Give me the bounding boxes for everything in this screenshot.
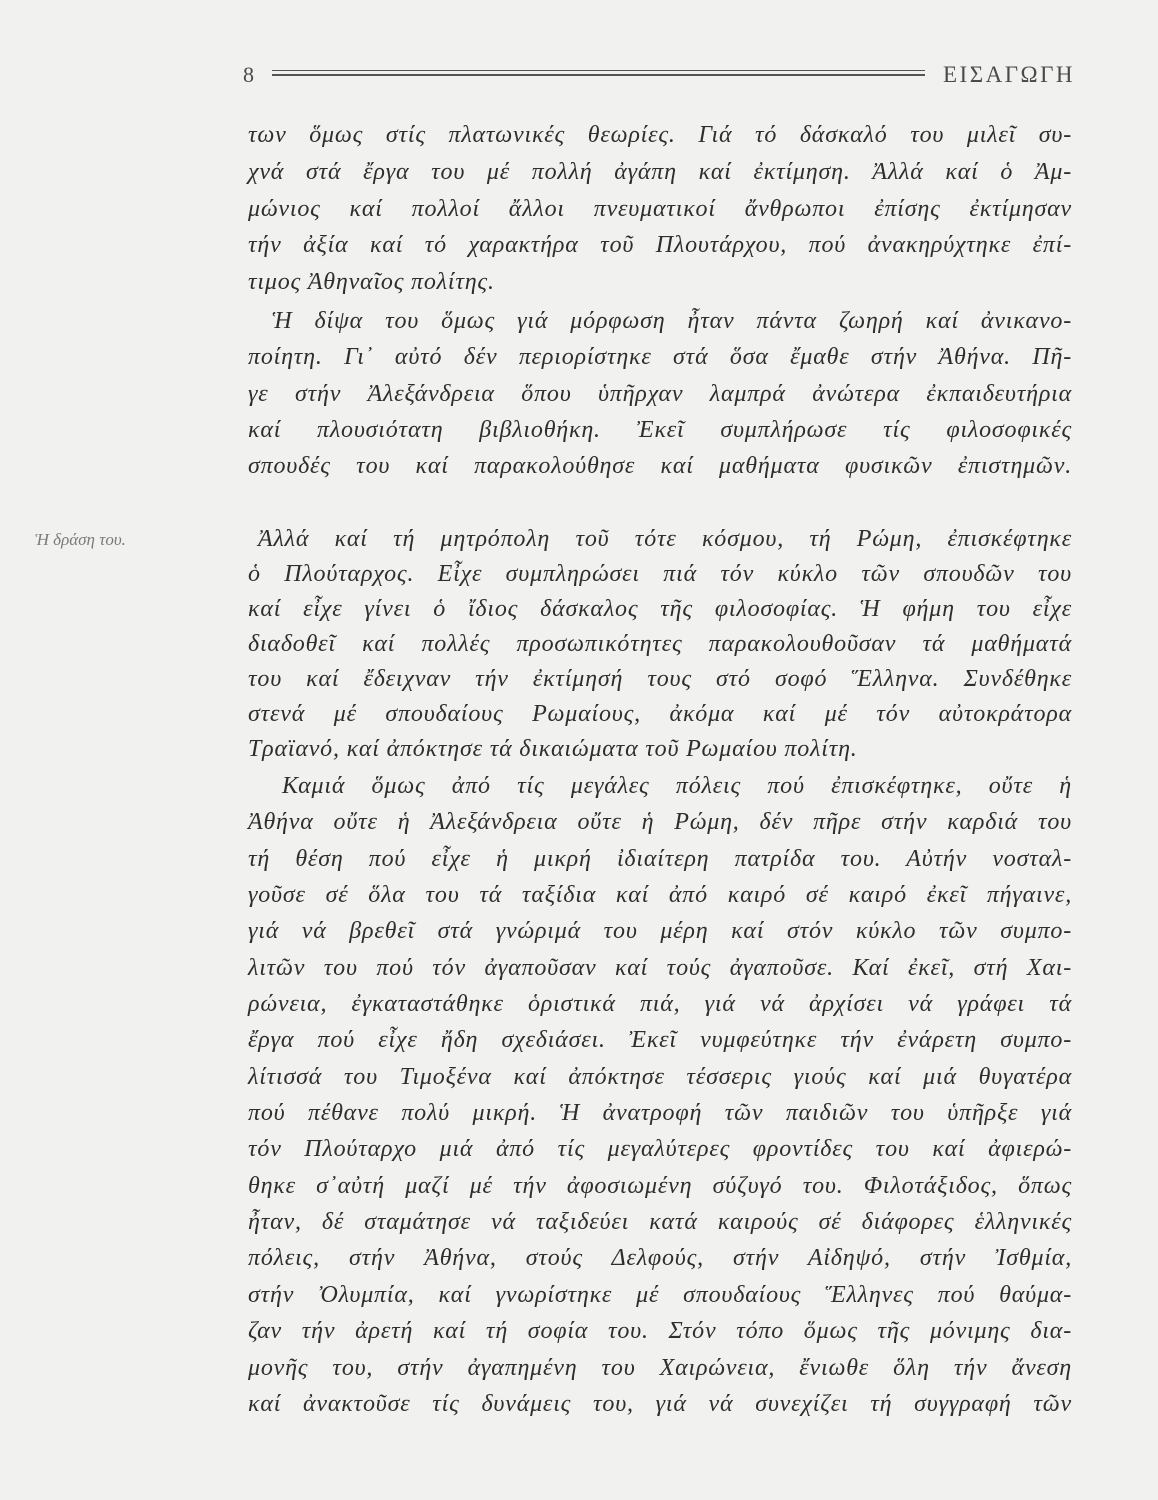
paragraph (248, 768, 1072, 1422)
text-line: του καί ἔδειχναν τήν ἐκτίμησή τους στό σοφό Ἕλληνα. Συνδέθηκε (248, 666, 1072, 692)
text-line: γοῦσε σέ ὅλα του τά ταξίδια καί ἀπό καιρό σέ καιρό ἐκεῖ πήγαινε, (248, 882, 1072, 909)
text-line: πού πέθανε πολύ μικρή. Ἡ ἀνατροφή τῶν παιδιῶν του ὑπῆρξε γιά (248, 1100, 1072, 1127)
text-line: καί εἶχε γίνει ὁ ἴδιος δάσκαλος τῆς φιλοσοφίας. Ἡ φήμη του εἶχε (248, 596, 1072, 622)
text-line: θηκε σ᾿αὐτή μαζί μέ τήν ἀφοσιωμένη σύζυγό του. Φιλοτάξιδος, ὅπως (248, 1172, 1072, 1199)
text-line: διαδοθεῖ καί πολλές προσωπικότητες παρακολουθοῦσαν τά μαθήματά (248, 631, 1072, 657)
page-number: 8 (243, 62, 254, 87)
header-double-rule (272, 70, 925, 76)
text-line: Καμιά ὅμως ἀπό τίς μεγάλες πόλεις πού ἐπισκέφτηκε, οὔτε ἡ (282, 773, 1072, 799)
text-line: Ἡ δίψα του ὅμως γιά μόρφωση ἦταν πάντα ζωηρή καί ἀνικανο- (272, 308, 1072, 334)
text-line: γιά νά βρεθεῖ στά γνώριμά του μέρη καί στόν κύκλο τῶν συμπο- (248, 918, 1072, 945)
text-line: καί ἀνακτοῦσε τίς δυνάμεις του, γιά νά συνεχίζει τή συγγραφή τῶν (248, 1390, 1072, 1417)
text-line: Ἀλλά καί τή μητρόπολη τοῦ τότε κόσμου, τή Ρώμη, ἐπισκέφτηκε (258, 526, 1072, 552)
text-line: τή θέση πού εἶχε ἡ μικρή ἰδιαίτερη πατρίδα του. Αὐτήν νοσταλ- (248, 845, 1072, 872)
text-line: ἔργα πού εἶχε ἤδη σχεδιάσει. Ἐκεῖ νυμφεύτηκε τήν ἐνάρετη συμπο- (248, 1027, 1072, 1054)
text-line: ποίητη. Γι᾿ αὐτό δέν περιορίστηκε στά ὅσα ἔμαθε στήν Ἀθήνα. Πῆ- (248, 344, 1072, 371)
text-line: τόν Πλούταρχο μιά ἀπό τίς μεγαλύτερες φροντίδες του καί ἀφιερώ- (248, 1136, 1072, 1163)
text-line: ἦταν, δέ σταμάτησε νά ταξιδεύει κατά καιρούς σέ διάφορες ἑλληνικές (248, 1209, 1072, 1236)
paragraph (248, 522, 1072, 767)
text-line: λιτῶν του πού τόν ἀγαποῦσαν καί τούς ἀγαποῦσε. Καί ἐκεῖ, στή Χαι- (248, 954, 1072, 981)
paragraph (248, 303, 1072, 484)
text-line: πόλεις, στήν Ἀθήνα, στούς Δελφούς, στήν Αἰδηψό, στήν Ἰσθμία, (248, 1245, 1072, 1272)
text-line: Τραϊανό, καί ἀπόκτησε τά δικαιώματα τοῦ Ρωμαίου πολίτη. (248, 736, 858, 762)
text-line: μονῆς του, στήν ἀγαπημένη του Χαιρώνεια, ἔνιωθε ὅλη τήν ἄνεση (248, 1354, 1072, 1381)
margin-note: Ἡ δράση του. (35, 530, 126, 549)
text-line: Ἀθήνα οὔτε ἡ Ἀλεξάνδρεια οὔτε ἡ Ρώμη, δέν πῆρε στήν καρδιά του (248, 809, 1072, 836)
text-line: μώνιος καί πολλοί ἄλλοι πνευματικοί ἄνθρωποι ἐπίσης ἐκτίμησαν (248, 195, 1072, 222)
paragraph (248, 117, 1072, 301)
text-line: γε στήν Ἀλεξάνδρεια ὅπου ὑπῆρχαν λαμπρά ἀνώτερα ἐκπαιδευτήρια (248, 380, 1072, 407)
text-line: ζαν τήν ἀρετή καί τή σοφία του. Στόν τόπο ὅμως τῆς μόνιμης δια- (248, 1318, 1072, 1345)
text-line: σπουδές του καί παρακολούθησε καί μαθήματα φυσικῶν ἐπιστημῶν. (248, 453, 1072, 480)
text-line: ὁ Πλούταρχος. Εἶχε συμπληρώσει πιά τόν κύκλο τῶν σπουδῶν του (248, 561, 1072, 587)
running-title: ΕΙΣΑΓΩΓΗ (942, 62, 1075, 87)
text-line: λίτισσά του Τιμοξένα καί ἀπόκτησε τέσσερις γιούς καί μιά θυγατέρα (248, 1063, 1072, 1090)
text-line: στήν Ὀλυμπία, καί γνωρίστηκε μέ σπουδαίους Ἕλληνες πού θαύμα- (248, 1281, 1072, 1308)
text-line: τήν ἀξία καί τό χαρακτήρα τοῦ Πλουτάρχου, πού ἀνακηρύχτηκε ἐπί- (248, 232, 1072, 259)
text-line: ρώνεια, ἐγκαταστάθηκε ὁριστικά πιά, γιά νά ἀρχίσει νά γράφει τά (248, 991, 1072, 1018)
text-line: χνά στά ἔργα του μέ πολλή ἀγάπη καί ἐκτίμηση. Ἀλλά καί ὁ Ἀμ- (248, 158, 1072, 185)
text-line: στενά μέ σπουδαίους Ρωμαίους, ἀκόμα καί μέ τόν αὐτοκράτορα (248, 701, 1072, 727)
text-line: των ὅμως στίς πλατωνικές θεωρίες. Γιά τό δάσκαλό του μιλεῖ συ- (248, 122, 1072, 148)
text-line: τιμος Ἀθηναῖος πολίτης. (248, 269, 495, 296)
text-line: καί πλουσιότατη βιβλιοθήκη. Ἐκεῖ συμπλήρωσε τίς φιλοσοφικές (248, 416, 1072, 443)
